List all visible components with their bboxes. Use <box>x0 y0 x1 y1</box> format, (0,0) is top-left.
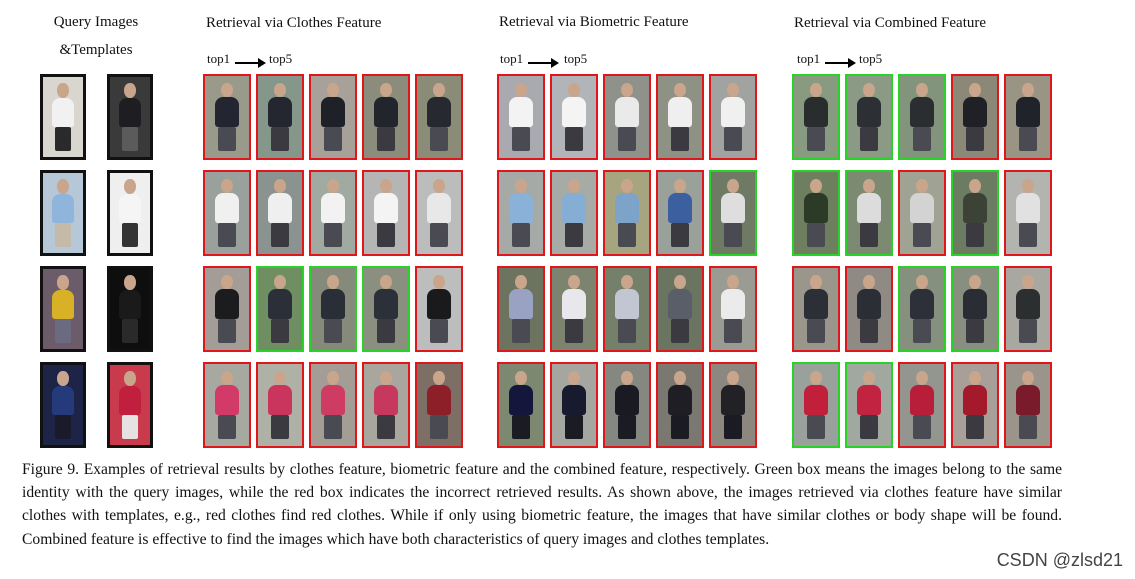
retrieved-image-biometric-incorrect <box>497 74 545 160</box>
clothes-template-image <box>107 170 153 256</box>
retrieved-image-combined-incorrect <box>1004 266 1052 352</box>
rank-start-label: top1 <box>500 51 524 66</box>
figure-caption: Figure 9. Examples of retrieval results by clothes feature, biometric feature and the combined feature, respectively. Green box means the images belong to the same identity with the query images, while the red box indicates the incorrect retrieved results. As shown above, the images retrieved via clothes feature have similar clothes with templates, e.g., red clothes find red clothes. While if only using biometric feature, the images that have similar clothes or body shape will be found. Combined feature is effective to find the images which have both characteristics of query images and clothes templates. <box>22 461 1062 548</box>
retrieved-image-combined-correct <box>898 74 946 160</box>
retrieved-image-biometric-incorrect <box>603 74 651 160</box>
clothes-feature-heading: Retrieval via Clothes Feature <box>206 15 382 31</box>
retrieved-image-clothes-incorrect <box>256 362 304 448</box>
query-image <box>40 74 86 160</box>
retrieved-image-biometric-incorrect <box>656 266 704 352</box>
retrieved-image-combined-incorrect <box>951 74 999 160</box>
query-image <box>40 170 86 256</box>
retrieved-image-biometric-incorrect <box>709 74 757 160</box>
clothes-template-image <box>107 362 153 448</box>
combined-feature-heading: Retrieval via Combined Feature <box>794 15 987 31</box>
retrieved-image-biometric-incorrect <box>656 170 704 256</box>
retrieved-image-biometric-incorrect <box>497 362 545 448</box>
biometric-feature-heading: Retrieval via Biometric Feature <box>499 14 689 30</box>
retrieved-image-biometric-correct <box>709 170 757 256</box>
retrieved-image-clothes-incorrect <box>362 170 410 256</box>
clothes-template-image <box>107 266 153 352</box>
retrieved-image-clothes-incorrect <box>362 362 410 448</box>
retrieved-image-clothes-incorrect <box>415 170 463 256</box>
retrieved-image-clothes-incorrect <box>203 266 251 352</box>
retrieved-image-combined-correct <box>951 170 999 256</box>
templates-heading: &Templates <box>59 42 133 58</box>
query-image <box>40 362 86 448</box>
retrieved-image-biometric-incorrect <box>603 170 651 256</box>
rank-start-label: top1 <box>797 51 821 66</box>
retrieved-image-biometric-incorrect <box>709 362 757 448</box>
retrieved-image-biometric-incorrect <box>603 362 651 448</box>
retrieved-image-biometric-incorrect <box>550 170 598 256</box>
retrieved-image-combined-incorrect <box>1004 74 1052 160</box>
retrieved-image-clothes-correct <box>256 266 304 352</box>
retrieved-image-combined-correct <box>951 266 999 352</box>
retrieved-image-biometric-incorrect <box>550 362 598 448</box>
retrieved-image-clothes-incorrect <box>415 266 463 352</box>
retrieved-image-clothes-incorrect <box>203 170 251 256</box>
query-images-heading: Query Images <box>53 14 139 30</box>
csdn-watermark: CSDN @zlsd21 <box>996 550 1123 570</box>
retrieved-image-combined-correct <box>845 74 893 160</box>
retrieved-image-clothes-incorrect <box>203 362 251 448</box>
rank-start-label: top1 <box>207 51 231 66</box>
retrieved-image-combined-incorrect <box>792 266 840 352</box>
retrieved-image-combined-correct <box>845 362 893 448</box>
rank-end-label: top5 <box>564 51 588 66</box>
retrieved-image-biometric-incorrect <box>656 362 704 448</box>
query-image <box>40 266 86 352</box>
retrieved-image-clothes-incorrect <box>309 362 357 448</box>
retrieved-image-combined-incorrect <box>1004 362 1052 448</box>
retrieved-image-biometric-incorrect <box>550 266 598 352</box>
retrieved-image-combined-incorrect <box>898 170 946 256</box>
rank-end-label: top5 <box>859 51 883 66</box>
retrieved-image-clothes-incorrect <box>309 170 357 256</box>
retrieved-image-clothes-incorrect <box>309 74 357 160</box>
retrieved-image-combined-correct <box>792 74 840 160</box>
retrieved-image-clothes-incorrect <box>256 170 304 256</box>
retrieved-image-combined-correct <box>898 266 946 352</box>
retrieved-image-biometric-incorrect <box>709 266 757 352</box>
retrieved-image-biometric-incorrect <box>497 170 545 256</box>
retrieved-image-biometric-incorrect <box>497 266 545 352</box>
retrieved-image-combined-correct <box>845 170 893 256</box>
retrieved-image-combined-incorrect <box>951 362 999 448</box>
retrieved-image-combined-incorrect <box>845 266 893 352</box>
retrieved-image-clothes-correct <box>309 266 357 352</box>
retrieved-image-biometric-incorrect <box>603 266 651 352</box>
rank-end-label: top5 <box>269 51 293 66</box>
retrieved-image-biometric-incorrect <box>550 74 598 160</box>
retrieved-image-clothes-correct <box>362 266 410 352</box>
retrieved-image-clothes-incorrect <box>256 74 304 160</box>
retrieved-image-biometric-incorrect <box>656 74 704 160</box>
retrieved-image-combined-correct <box>792 362 840 448</box>
retrieved-image-combined-incorrect <box>1004 170 1052 256</box>
clothes-template-image <box>107 74 153 160</box>
retrieved-image-combined-correct <box>792 170 840 256</box>
retrieved-image-combined-incorrect <box>898 362 946 448</box>
retrieved-image-clothes-incorrect <box>415 74 463 160</box>
retrieved-image-clothes-incorrect <box>362 74 410 160</box>
retrieved-image-clothes-incorrect <box>203 74 251 160</box>
retrieved-image-clothes-incorrect <box>415 362 463 448</box>
